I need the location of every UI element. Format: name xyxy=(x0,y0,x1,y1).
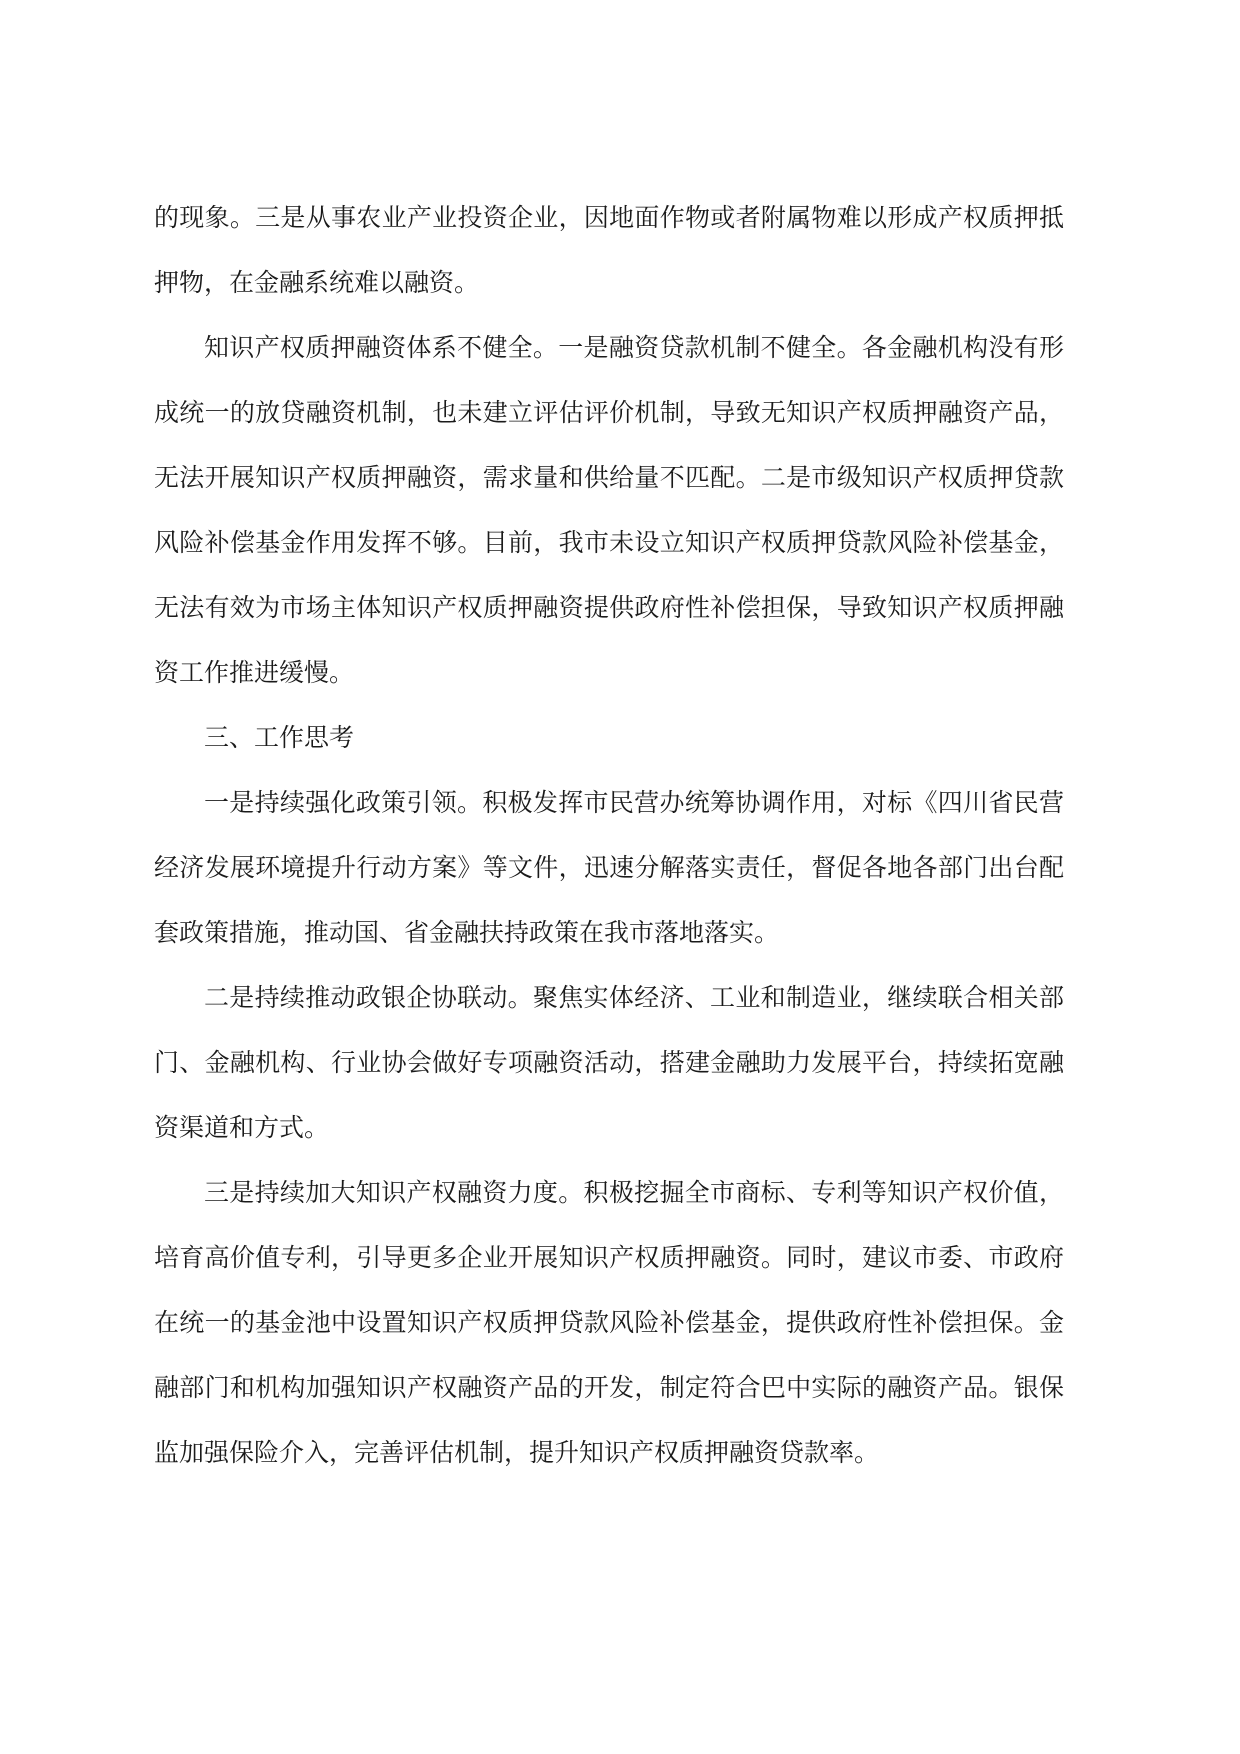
paragraph-ip-financing: 三是持续加大知识产权融资力度。积极挖掘全市商标、专利等知识产权价值，培育高价值专利，引导更多企业开展知识产权质押融资。同时，建议市委、市政府在统一的基金池中设置知识产权质押贷款风险补偿基金，提供政府性补偿担保。金融部门和机构加强知识产权融资产品的开发，制定符合巴中实际的融资产品。银保监加强保险介入，完善评估机制，提升知识产权质押融资贷款率。 xyxy=(154,1178,1064,1467)
paragraph-continuation: 的现象。三是从事农业产业投资企业，因地面作物或者附属物难以形成产权质押抵押物，在金融系统难以融资。 xyxy=(154,203,1064,297)
paragraph-ip-pledge-system: 知识产权质押融资体系不健全。一是融资贷款机制不健全。各金融机构没有形成统一的放贷融资机制，也未建立评估评价机制，导致无知识产权质押融资产品，无法开展知识产权质押融资，需求量和供给量不匹配。二是市级知识产权质押贷款风险补偿基金作用发挥不够。目前，我市未设立知识产权质押贷款风险补偿基金，无法有效为市场主体知识产权质押融资提供政府性补偿担保，导致知识产权质押融资工作推进缓慢。 xyxy=(154,333,1064,687)
section-heading-work-thoughts: 三、工作思考 xyxy=(204,723,355,752)
paragraph-policy-guidance: 一是持续强化政策引领。积极发挥市民营办统筹协调作用，对标《四川省民营经济发展环境提升行动方案》等文件，迅速分解落实责任，督促各地各部门出台配套政策措施，推动国、省金融扶持政策在我市落地落实。 xyxy=(154,788,1064,947)
document-page xyxy=(154,185,1064,1485)
paragraph-gov-bank-enterprise: 二是持续推动政银企协联动。聚焦实体经济、工业和制造业，继续联合相关部门、金融机构、行业协会做好专项融资活动，搭建金融助力发展平台，持续拓宽融资渠道和方式。 xyxy=(154,983,1064,1142)
